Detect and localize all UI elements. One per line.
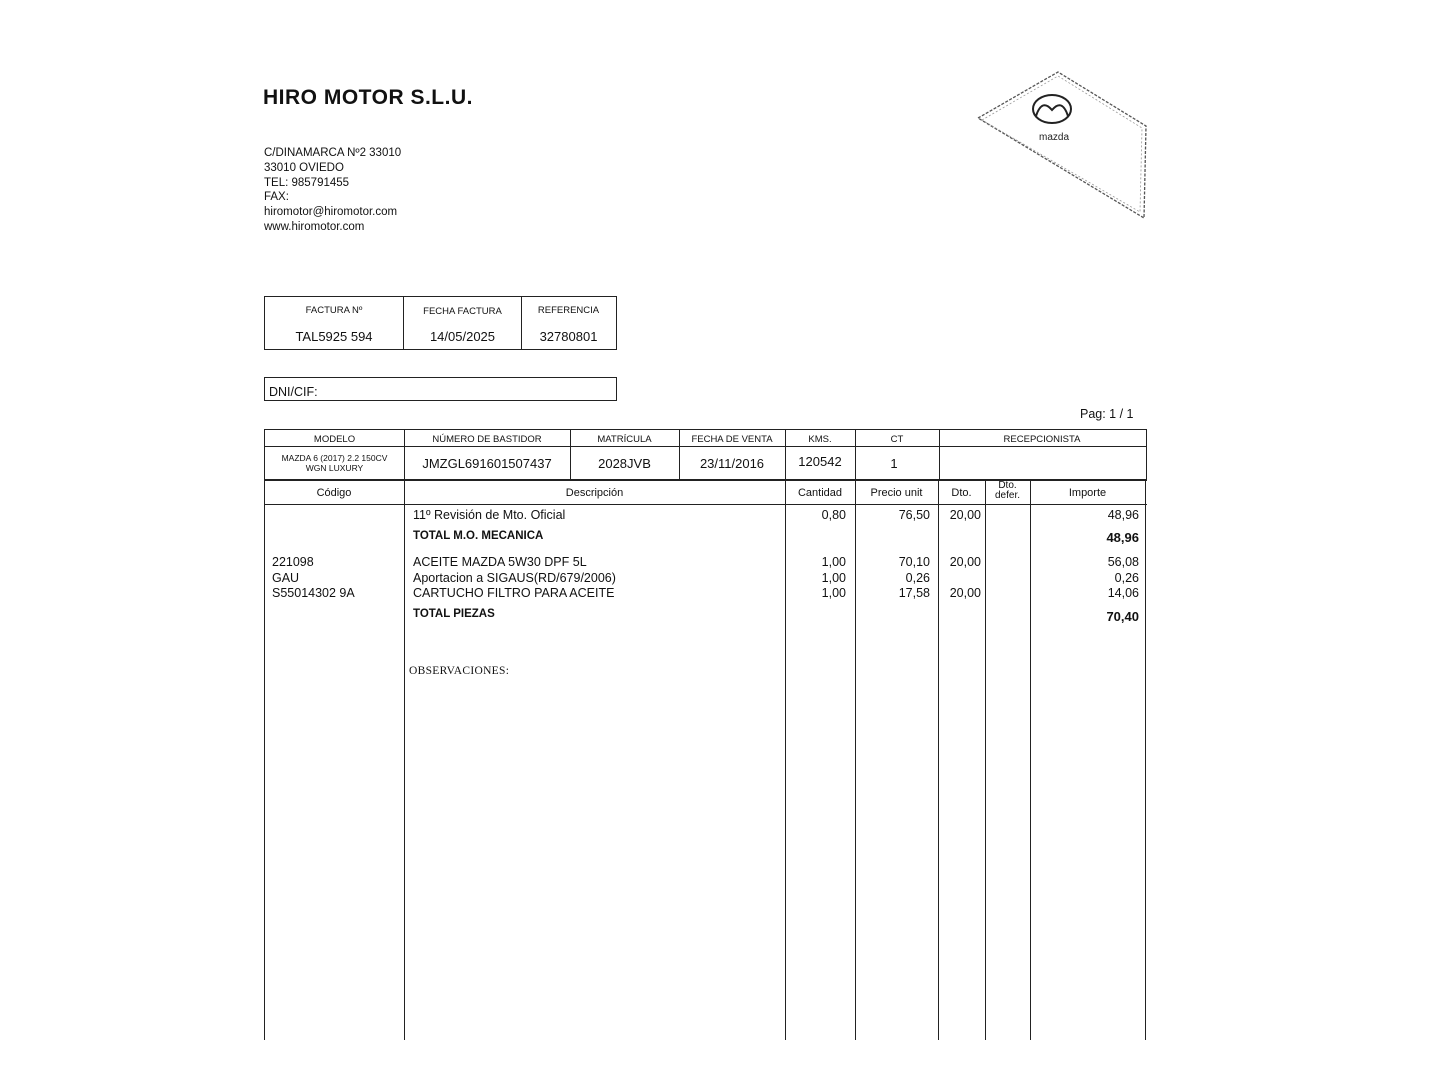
invoice-lines-table xyxy=(264,480,1147,1040)
plate-header: MATRÍCULA xyxy=(597,434,652,445)
company-name: HIRO MOTOR S.L.U. xyxy=(263,86,473,109)
labor-amount: 48,96 xyxy=(1107,508,1139,522)
labor-total-label: TOTAL M.O. MECANICA xyxy=(413,530,544,542)
part-amount: 14,06 xyxy=(1107,586,1139,600)
lines-divider xyxy=(264,480,265,1040)
lines-divider xyxy=(1145,480,1146,1040)
part-quantity: 1,00 xyxy=(821,586,846,600)
part-description: CARTUCHO FILTRO PARA ACEITE xyxy=(413,586,615,600)
invoice-reference: 32780801 xyxy=(539,329,598,344)
kms-header: KMS. xyxy=(808,434,832,445)
part-amount: 0,26 xyxy=(1114,571,1139,585)
address-fax: FAX: xyxy=(264,191,289,204)
invoice-number-cell xyxy=(265,297,403,349)
part-amount: 56,08 xyxy=(1107,555,1139,569)
labor-discount: 20,00 xyxy=(949,508,981,522)
invoice-reference-header: REFERENCIA xyxy=(537,305,600,316)
part-unit-price: 0,26 xyxy=(905,571,930,585)
vehicle-model-line1: MAZDA 6 (2017) 2.2 150CV xyxy=(281,453,388,463)
observations-label: OBSERVACIONES: xyxy=(409,665,510,677)
invoice-date: 14/05/2025 xyxy=(429,329,496,344)
invoice-date-header: FECHA FACTURA xyxy=(423,306,502,317)
invoice-number: TAL5925 594 xyxy=(295,329,373,344)
parts-total-label: TOTAL PIEZAS xyxy=(413,608,495,620)
discount-header: Dto. xyxy=(951,487,972,499)
address-web: www.hiromotor.com xyxy=(264,220,365,233)
part-unit-price: 17,58 xyxy=(898,586,930,600)
labor-unit-price: 76,50 xyxy=(898,508,930,522)
part-discount: 20,00 xyxy=(949,555,981,569)
vehicle-model xyxy=(265,453,404,473)
unit-price-header: Precio unit xyxy=(870,487,923,499)
sale-date-header: FECHA DE VENTA xyxy=(691,434,773,445)
vehicle-vin: JMZGL691601507437 xyxy=(422,456,552,471)
part-description: Aportacion a SIGAUS(RD/679/2006) xyxy=(413,571,616,585)
parts-total: 70,40 xyxy=(1106,609,1139,624)
labor-quantity: 0,80 xyxy=(821,508,846,522)
vehicle-model-line2: WGN LUXURY xyxy=(305,463,364,473)
address-street: C/DINAMARCA Nº2 33010 xyxy=(264,147,402,159)
vehicle-kms: 120542 xyxy=(798,454,842,469)
vehicle-table xyxy=(264,429,1147,480)
lines-divider xyxy=(404,480,405,1040)
vehicle-sale-date: 23/11/2016 xyxy=(699,456,765,471)
amount-header: Importe xyxy=(1068,487,1107,499)
invoice-date-cell xyxy=(403,297,521,349)
address-email: hiromotor@hiromotor.com xyxy=(264,206,398,219)
description-header: Descripción xyxy=(565,487,624,499)
part-description: ACEITE MAZDA 5W30 DPF 5L xyxy=(413,555,587,569)
dni-field: DNI/CIF: xyxy=(264,377,617,401)
part-code: GAU xyxy=(272,571,300,585)
vehicle-ct: 1 xyxy=(890,456,898,471)
deferred-discount-header: Dto. defer. xyxy=(995,480,1021,501)
part-code: 221098 xyxy=(272,555,314,569)
invoice-number-header: FACTURA Nº xyxy=(305,305,363,316)
mazda-logo-icon xyxy=(970,68,1150,223)
code-header: Código xyxy=(316,487,352,499)
part-quantity: 1,00 xyxy=(821,571,846,585)
address-phone: TEL: 985791455 xyxy=(264,176,350,189)
part-discount: 20,00 xyxy=(949,586,981,600)
lines-divider xyxy=(985,480,986,1040)
lines-header-divider xyxy=(264,504,1147,505)
vin-header: NÚMERO DE BASTIDOR xyxy=(432,434,542,445)
model-header: MODELO xyxy=(313,434,356,445)
part-quantity: 1,00 xyxy=(821,555,846,569)
part-code: S55014302 9A xyxy=(272,586,355,600)
part-unit-price: 70,10 xyxy=(898,555,930,569)
vehicle-plate: 2028JVB xyxy=(598,456,651,471)
invoice-reference-cell xyxy=(521,297,615,349)
receptionist-header: RECEPCIONISTA xyxy=(1003,434,1081,445)
page-number: Pag: 1 / 1 xyxy=(1080,407,1134,421)
company-address xyxy=(264,146,401,235)
ct-header: CT xyxy=(890,434,904,445)
labor-total: 48,96 xyxy=(1106,530,1139,545)
invoice-box xyxy=(264,296,617,350)
vehicle-header-divider xyxy=(265,446,1146,447)
address-city: 33010 OVIEDO xyxy=(264,161,344,174)
quantity-header: Cantidad xyxy=(797,487,843,499)
labor-description: 11º Revisión de Mto. Oficial xyxy=(413,508,566,522)
brand-name: mazda xyxy=(1038,132,1070,143)
